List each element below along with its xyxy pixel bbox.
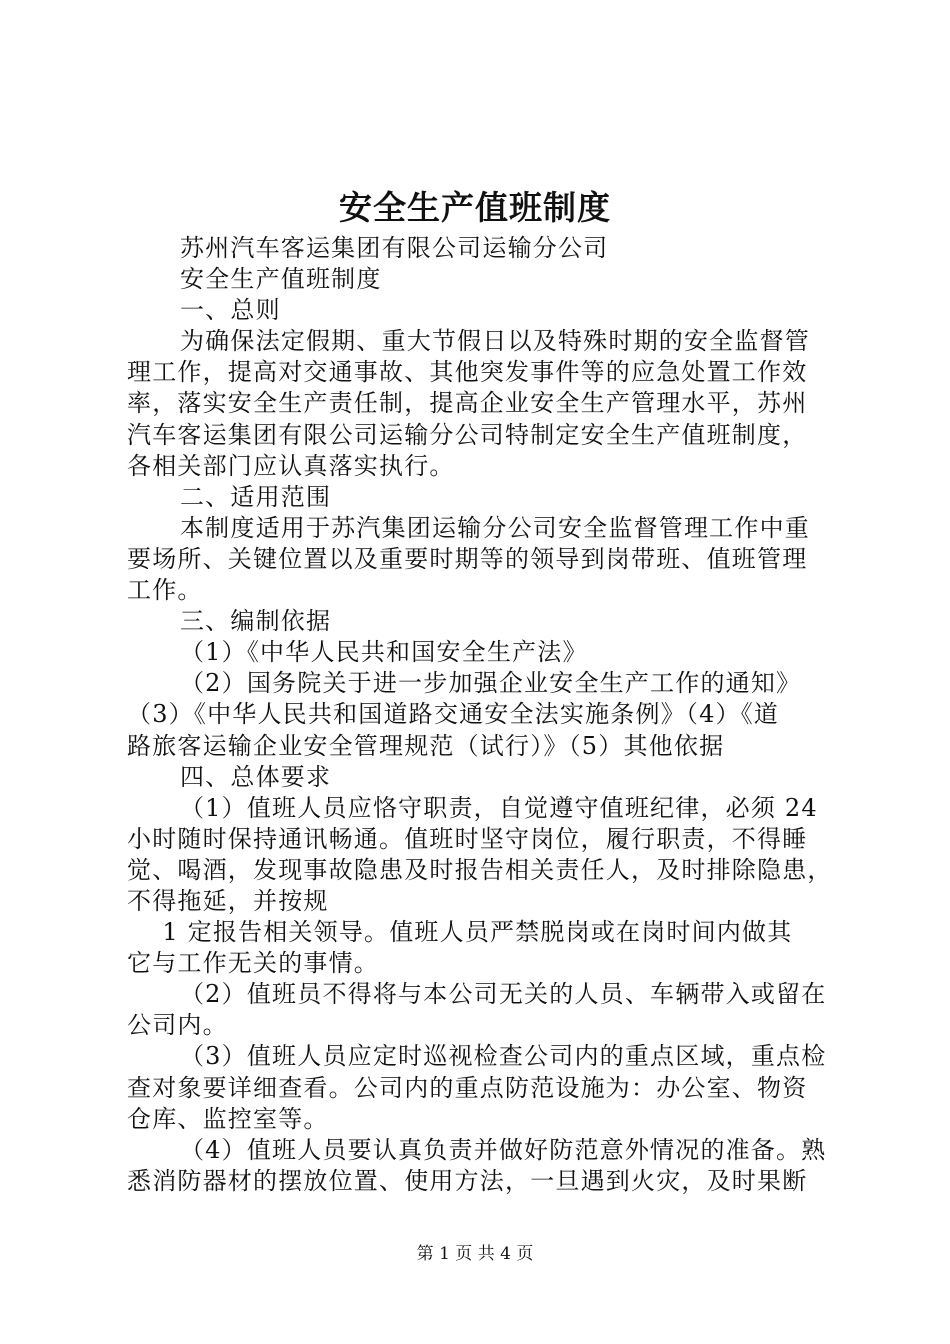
text-line: （3）值班人员应定时巡视检查公司内的重点区域，重点检 [127,1042,827,1071]
text-line: 率，落实安全生产责任制，提高企业安全生产管理水平，苏州 [127,389,808,418]
text-line: 它与工作无关的事情。 [127,949,379,978]
text-line: 路旅客运输企业安全管理规范（试行）》（5）其他依据 [127,731,725,760]
text-line: （4）值班人员要认真负责并做好防范意外情况的准备。熟 [127,1135,827,1164]
text-line: 查对象要详细查看。公司内的重点防范设施为：办公室、物资 [127,1073,808,1102]
text-line: 1 定报告相关领导。值班人员严禁脱岗或在岗时间内做其 [127,918,793,947]
text-line: （1）值班人员应恪守职责，自觉遵守值班纪律，必须 24 [127,793,818,822]
text-line: （1）《中华人民共和国安全生产法》 [127,638,588,667]
text-line: 苏州汽车客运集团有限公司运输分公司 [127,234,609,262]
text-line: （2）国务院关于进一步加强企业安全生产工作的通知》 [127,669,802,698]
text-line: 各相关部门应认真落实执行。 [127,451,455,480]
text-line: 四、总体要求 [127,762,332,791]
document-title: 安全生产值班制度 [339,188,611,227]
text-line: 本制度适用于苏汽集团运输分公司安全监督管理工作中重 [127,513,810,542]
text-line: 觉、喝酒，发现事故隐患及时报告相关责任人，及时排除隐患， [127,855,833,884]
text-line: 不得拖延，并按规 [127,886,329,915]
text-line: 理工作，提高对交通事故、其他突发事件等的应急处置工作效 [127,358,808,387]
text-line: 一、总则 [127,296,281,325]
text-line: 安全生产值班制度 [127,265,382,294]
page-footer: 第 1 页 共 4 页 [416,1244,534,1264]
text-line: 工作。 [127,576,203,605]
text-line: （3）《中华人民共和国道路交通安全法实施条例》（4）《道 [127,700,780,729]
text-line: 为确保法定假期、重大节假日以及特殊时期的安全监督管 [127,327,810,356]
text-line: 汽车客运集团有限公司运输分公司特制定安全生产值班制度， [127,420,808,449]
text-line: 三、编制依据 [127,607,332,636]
text-line: 二、适用范围 [127,482,332,511]
text-line: （2）值班员不得将与本公司无关的人员、车辆带入或留在 [127,980,827,1009]
text-line: 公司内。 [127,1011,228,1040]
document-body [127,233,842,1197]
text-line: 要场所、关键位置以及重要时期等的领导到岗带班、值班管理 [127,544,808,573]
text-line: 悉消防器材的摆放位置、使用方法，一旦遇到火灾，及时果断 [127,1166,808,1195]
text-line: 仓库、监控室等。 [127,1104,329,1133]
text-line: 小时随时保持通讯畅通。值班时坚守岗位，履行职责，不得睡 [127,824,808,853]
